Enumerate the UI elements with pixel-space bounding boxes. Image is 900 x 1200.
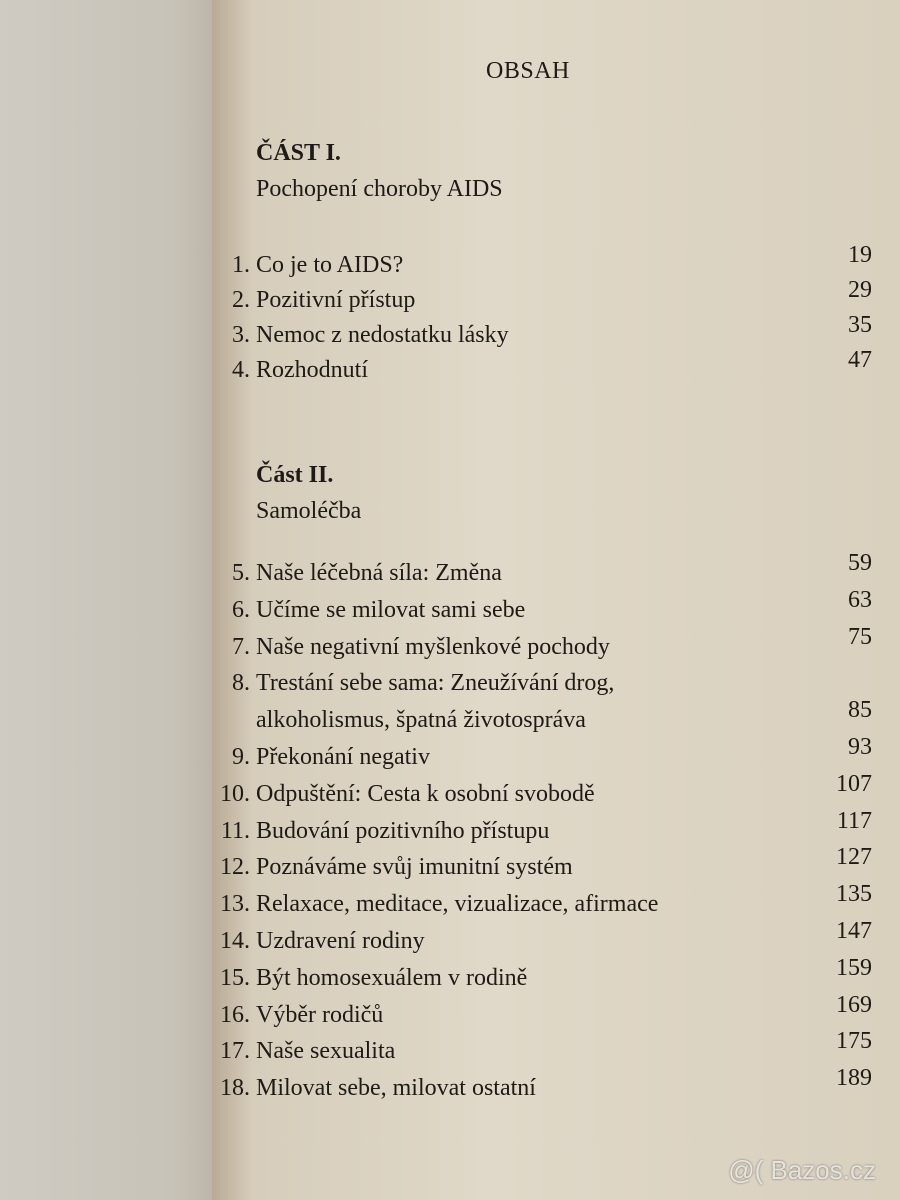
entry-title: Relaxace, meditace, vizualizace, afirmace (256, 891, 659, 918)
toc-entry (212, 1065, 872, 1107)
toc-entry (212, 954, 872, 997)
entry-title: Naše negativní myšlenkové pochody (256, 633, 610, 660)
entry-title: Naše sexualita (256, 1038, 396, 1065)
toc-entry (212, 881, 872, 923)
entry-page: 147 (836, 918, 872, 944)
toc-entry (212, 586, 872, 629)
part-1-heading: ČÁST I. (256, 140, 341, 166)
entry-title: Uzdravení rodiny (256, 928, 425, 954)
toc-entry (212, 670, 872, 702)
entry-page: 117 (836, 807, 872, 834)
entry-number: 13. (220, 891, 250, 918)
entry-title: Co je to AIDS? (256, 252, 404, 278)
entry-number: 10. (220, 780, 250, 807)
toc-entry (212, 242, 872, 284)
toc-entry (212, 347, 872, 389)
entry-title: Učíme se milovat sami sebe (256, 596, 526, 623)
left-page (0, 0, 212, 1200)
part-2-subtitle: Samoléčba (256, 498, 362, 524)
entry-page: 175 (836, 1028, 872, 1055)
entry-page: 127 (836, 844, 872, 871)
entry-title: Pozitivní přístup (256, 287, 416, 313)
entry-page: 29 (848, 277, 872, 303)
entry-number: 6. (232, 596, 250, 623)
entry-title: Milovat sebe, milovat ostatní (256, 1075, 536, 1102)
entry-title: Trestání sebe sama: Zneužívání drog, (256, 670, 615, 697)
entry-page: 19 (848, 242, 872, 268)
entry-number: 11. (220, 817, 250, 844)
entry-number: 15. (220, 964, 250, 991)
entry-title: Budování pozitivního přístupu (256, 817, 550, 844)
entry-title: Výběr rodičů (256, 1001, 384, 1028)
entry-number: 9. (232, 744, 250, 770)
watermark: @( Bazos.cz (728, 1155, 876, 1185)
toc-entry (212, 991, 872, 1034)
entry-number: 1. (232, 252, 250, 278)
entry-page: 135 (836, 881, 872, 908)
entry-number: 2. (232, 287, 250, 313)
entry-number: 17. (220, 1038, 250, 1065)
entry-title: alkoholismus, špatná životospráva (256, 707, 586, 734)
entry-number: 12. (220, 854, 250, 881)
entry-number: 16. (220, 1001, 250, 1028)
page-title: OBSAH (486, 58, 570, 84)
entry-page: 189 (836, 1065, 872, 1092)
part-1-subtitle: Pochopení choroby AIDS (256, 176, 503, 202)
entry-page: 93 (848, 734, 872, 760)
entry-page: 85 (848, 697, 872, 724)
entry-page: 59 (848, 550, 872, 576)
toc-entry (212, 312, 872, 354)
part-2-heading: Část II. (256, 462, 334, 488)
toc-entry (212, 918, 872, 960)
toc-entry (212, 697, 872, 739)
entry-number: 7. (232, 633, 250, 660)
entry-title: Odpuštění: Cesta k osobní svobodě (256, 780, 595, 807)
toc-entry (212, 807, 872, 850)
entry-page: 169 (836, 991, 872, 1018)
entry-number: 5. (232, 560, 250, 586)
entry-title: Rozhodnutí (256, 357, 368, 383)
entry-number: 8. (232, 670, 250, 697)
entry-page: 63 (848, 586, 872, 613)
entry-page: 107 (836, 770, 872, 797)
toc-entry (212, 844, 872, 886)
entry-title: Nemoc z nedostatku lásky (256, 322, 509, 348)
entry-number: 3. (232, 322, 250, 348)
entry-number: 4. (232, 357, 250, 383)
toc-entry (212, 734, 872, 776)
toc-entry (212, 550, 872, 592)
toc-entry (212, 770, 872, 813)
entry-number: 14. (220, 928, 250, 954)
entry-page: 47 (848, 347, 872, 373)
entry-page: 75 (848, 623, 872, 650)
toc-entry (212, 1028, 872, 1070)
entry-number: 18. (220, 1075, 250, 1102)
entry-page: 159 (836, 954, 872, 981)
entry-title: Být homosexuálem v rodině (256, 964, 528, 991)
toc-entry (212, 277, 872, 319)
entry-page: 35 (848, 312, 872, 338)
toc-entry (212, 623, 872, 666)
entry-title: Naše léčebná síla: Změna (256, 560, 502, 586)
entry-title: Poznáváme svůj imunitní systém (256, 854, 573, 881)
entry-title: Překonání negativ (256, 744, 430, 770)
